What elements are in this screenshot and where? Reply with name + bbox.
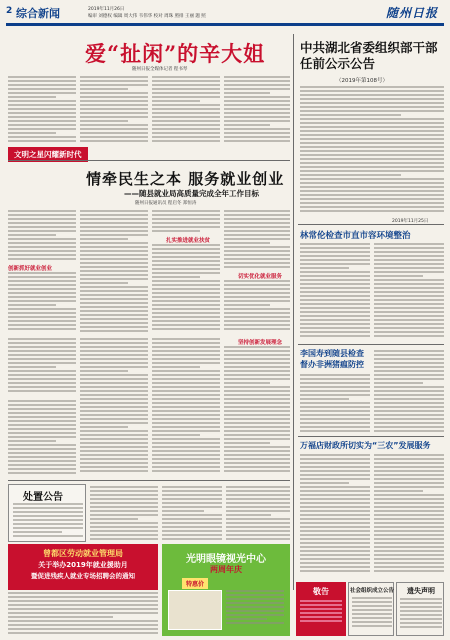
small-notice-3-title: 遗失声明: [407, 587, 435, 595]
inspect-body-b: [374, 243, 444, 341]
date-line: 2019年11月26日: [88, 7, 125, 12]
page-number: 2: [6, 6, 13, 16]
divider-right-1: [298, 224, 444, 225]
small-notice-1-body: [300, 600, 342, 632]
main-body-col-2: [80, 76, 148, 146]
second-lower-col-1b: [8, 400, 76, 476]
banner-text: [8, 592, 158, 636]
subhead-4: 坚持创新发展理念: [238, 340, 283, 346]
optical-text: [226, 590, 284, 630]
optical-price-badge: 特惠价: [182, 578, 208, 589]
second-lower-col-2: [80, 338, 148, 476]
employment-banner: [8, 544, 158, 590]
disposal-title: 处置公告: [23, 492, 63, 503]
banner-title: 曾都区劳动就业管理局: [43, 549, 123, 558]
second-body-col-3a: [152, 210, 220, 234]
main-body-col-4: [224, 76, 290, 146]
inspect-body-a: [300, 243, 370, 341]
main-body-col-3: [152, 76, 220, 146]
second-lower-col-3: [152, 338, 220, 476]
banner-sub1: 关于举办2019年就业援助月: [38, 561, 128, 569]
banner-sub2: 暨促进残疾人就业专场招聘会的通知: [31, 572, 135, 580]
second-body-col-1b: [8, 272, 76, 334]
second-lower-col-4: [224, 346, 290, 476]
second-body-col-3b: [152, 244, 220, 334]
divider-right-2: [298, 344, 444, 345]
masthead: [6, 4, 444, 30]
second-body-col-4b: [224, 280, 290, 334]
small-notice-2: [348, 582, 394, 636]
notice-date: 2019年11月25日: [392, 219, 429, 224]
notice-number: （2019年第108号）: [336, 78, 388, 84]
column-tag: 文明之星闪耀新时代: [8, 147, 88, 162]
second-subtitle: ——随县就业局高质量完成全年工作目标: [124, 189, 259, 198]
small-notice-1: [296, 582, 346, 636]
small-notice-3: [396, 582, 444, 636]
second-body-col-4a: [224, 210, 290, 270]
disposal-notice: [8, 484, 86, 542]
inspect-headline: 林常伦检查市直市容环境整治: [300, 231, 411, 241]
masthead-rule: [6, 23, 444, 26]
main-body-col-1: [8, 76, 76, 146]
store-headline: 万福店财政所切实为“三农”发展服务: [300, 441, 431, 450]
hospital-body-b: [374, 350, 444, 434]
subhead-2: 扎实推进就业扶贫: [166, 238, 211, 244]
optical-photo: [168, 590, 222, 630]
notice-body: [300, 86, 444, 216]
paper-logo: 随州日报: [385, 6, 438, 20]
bottom-notice-col-4: [226, 486, 290, 542]
main-byline: 随州日报全媒体记者 程书琴: [132, 67, 188, 72]
second-byline: 随州日报通讯员 程启冬 郑恒涛: [135, 201, 197, 206]
subhead-1: 创新抓好就业创业: [8, 266, 53, 272]
small-notice-2-body: [352, 597, 392, 633]
divider-vertical: [293, 34, 294, 590]
divider-bottom: [8, 480, 290, 481]
bottom-notice-col-2: [90, 486, 158, 542]
optical-title: 光明眼镜视光中心: [186, 554, 266, 565]
section-title: 综合新闻: [16, 7, 60, 20]
editor-line: 编审 刘德权 编辑 周大伟 韦伟华 校对 周珠 照排 王丽 题 照: [88, 14, 206, 19]
bottom-notice-col-3: [162, 486, 222, 542]
store-body-b: [374, 454, 444, 576]
main-headline: 爱“扯闲”的辛大姐: [85, 41, 266, 66]
second-lower-col-1: [8, 338, 76, 396]
optical-ad: [162, 544, 290, 636]
notice-headline: 中共湖北省委组织部干部任前公示公告: [300, 40, 438, 71]
hospital-headline: 李国寿到随县检查督办非洲猪瘟防控: [300, 349, 364, 369]
small-notice-3-body: [400, 598, 442, 633]
small-notice-1-title: 敬告: [313, 587, 329, 596]
hospital-body-a: [300, 374, 370, 434]
disposal-body: [13, 503, 83, 539]
optical-sub: 两周年庆: [210, 565, 242, 574]
second-headline: 情牵民生之本 服务就业创业: [86, 170, 285, 188]
small-notice-2-title: 社会组织成立公告: [349, 588, 394, 594]
subhead-3: 切实优化就业服务: [238, 274, 283, 280]
divider-left-1: [8, 160, 290, 161]
store-body-a: [300, 454, 370, 576]
second-body-col-2: [80, 210, 148, 334]
divider-right-3: [298, 436, 444, 437]
second-body-col-1: [8, 210, 76, 262]
